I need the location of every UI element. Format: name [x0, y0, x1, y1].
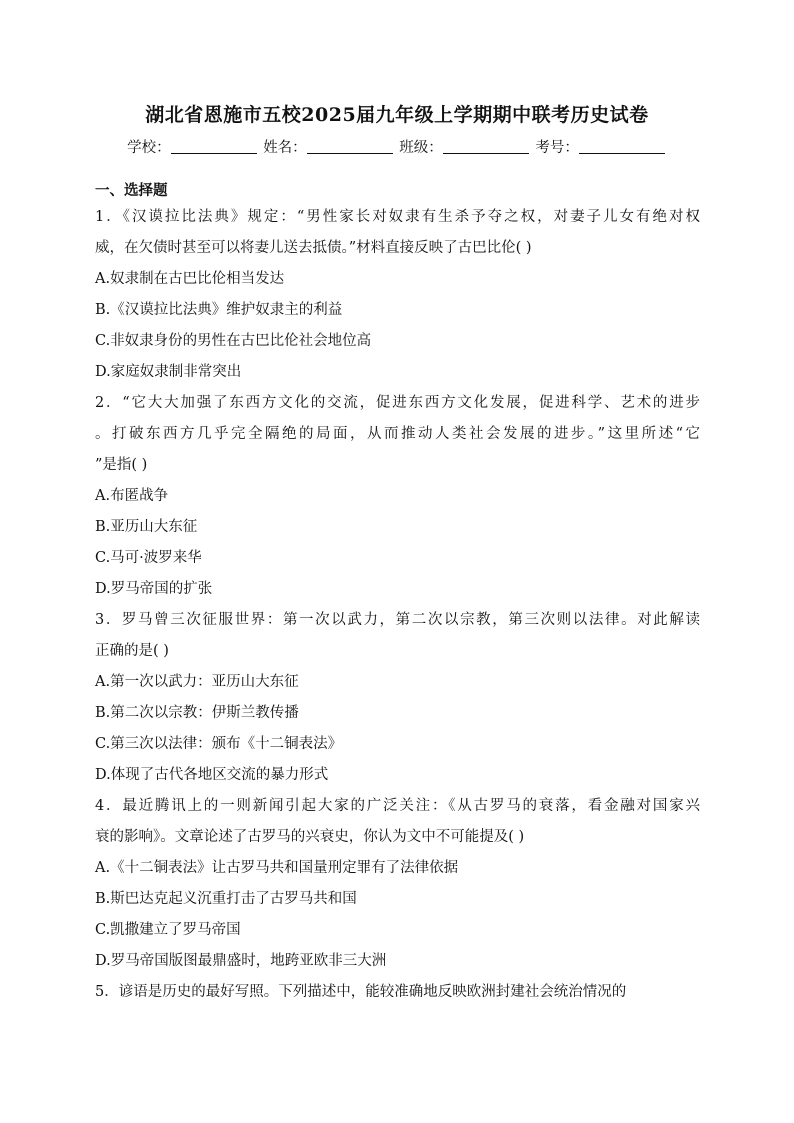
question-stem-line: 衰的影响》。文章论述了古罗马的兴衰史，你认为文中不可能提及( ): [95, 829, 525, 845]
question-stem-line: 2．“它大大加强了东西方文化的交流，促进东西方文化发展，促进科学、艺术的进步: [95, 395, 700, 411]
class-blank[interactable]: [443, 139, 529, 154]
answer-option: D.罗马帝国版图最鼎盛时，地跨亚欧非三大洲: [95, 953, 387, 969]
number-label: 考号：: [535, 140, 579, 156]
question-stem-line: 5．谚语是历史的最好写照。下列描述中，能较准确地反映欧洲封建社会统治情况的: [95, 984, 627, 1000]
answer-option: B.《汉谟拉比法典》维护奴隶主的利益: [95, 302, 343, 318]
question-5: [95, 977, 700, 1008]
question-stem-line: 4．最近腾讯上的一则新闻引起大家的广泛关注：《从古罗马的衰落，看金融对国家兴: [95, 798, 700, 814]
answer-option: A.布匿战争: [95, 488, 169, 504]
question-stem-line: 1．《汉谟拉比法典》规定：“男性家长对奴隶有生杀予夺之权，对妻子儿女有绝对权: [95, 209, 700, 225]
question-stem-line: 3．罗马曾三次征服世界：第一次以武力，第二次以宗教，第三次则以法律。对此解读: [95, 612, 700, 628]
answer-option: D.罗马帝国的扩张: [95, 581, 213, 597]
answer-option: A.第一次以武力：亚历山大东征: [95, 674, 299, 690]
answer-option: A.《十二铜表法》让古罗马共和国量刑定罪有了法律依据: [95, 860, 459, 876]
class-label: 班级：: [399, 140, 443, 156]
question-stem-line: ”是指( ): [95, 457, 148, 473]
name-label: 姓名：: [263, 140, 307, 156]
school-blank[interactable]: [171, 139, 257, 154]
page-title: 湖北省恩施市五校2025届九年级上学期期中联考历史试卷: [145, 104, 649, 126]
answer-option: B.亚历山大东征: [95, 519, 198, 535]
answer-option: C.凯撒建立了罗马帝国: [95, 922, 241, 938]
answer-option: C.第三次以法律：颁布《十二铜表法》: [95, 736, 343, 752]
question-list: [95, 202, 700, 1008]
question-2: [95, 388, 700, 605]
answer-option: D.家庭奴隶制非常突出: [95, 364, 242, 380]
question-3: [95, 605, 700, 791]
answer-option: B.第二次以宗教：伊斯兰教传播: [95, 705, 299, 721]
school-label: 学校：: [127, 140, 171, 156]
question-stem-line: 。打破东西方几乎完全隔绝的局面，从而推动人类社会发展的进步。”这里所述“它: [95, 426, 700, 442]
answer-option: D.体现了古代各地区交流的暴力形式: [95, 767, 329, 783]
name-blank[interactable]: [307, 139, 393, 154]
section-heading: 一、选择题: [95, 182, 168, 199]
number-blank[interactable]: [579, 139, 665, 154]
answer-option: C.马可·波罗来华: [95, 550, 202, 566]
student-info-row: [0, 136, 794, 157]
question-4: [95, 791, 700, 977]
questions-content: [95, 180, 700, 1008]
question-1: [95, 202, 700, 388]
answer-option: C.非奴隶身份的男性在古巴比伦社会地位高: [95, 333, 372, 349]
question-stem-line: 威，在欠债时甚至可以将妻儿送去抵债。”材料直接反映了古巴比伦( ): [95, 240, 532, 256]
answer-option: B.斯巴达克起义沉重打击了古罗马共和国: [95, 891, 357, 907]
answer-option: A.奴隶制在古巴比伦相当发达: [95, 271, 285, 287]
question-stem-line: 正确的是( ): [95, 643, 169, 659]
